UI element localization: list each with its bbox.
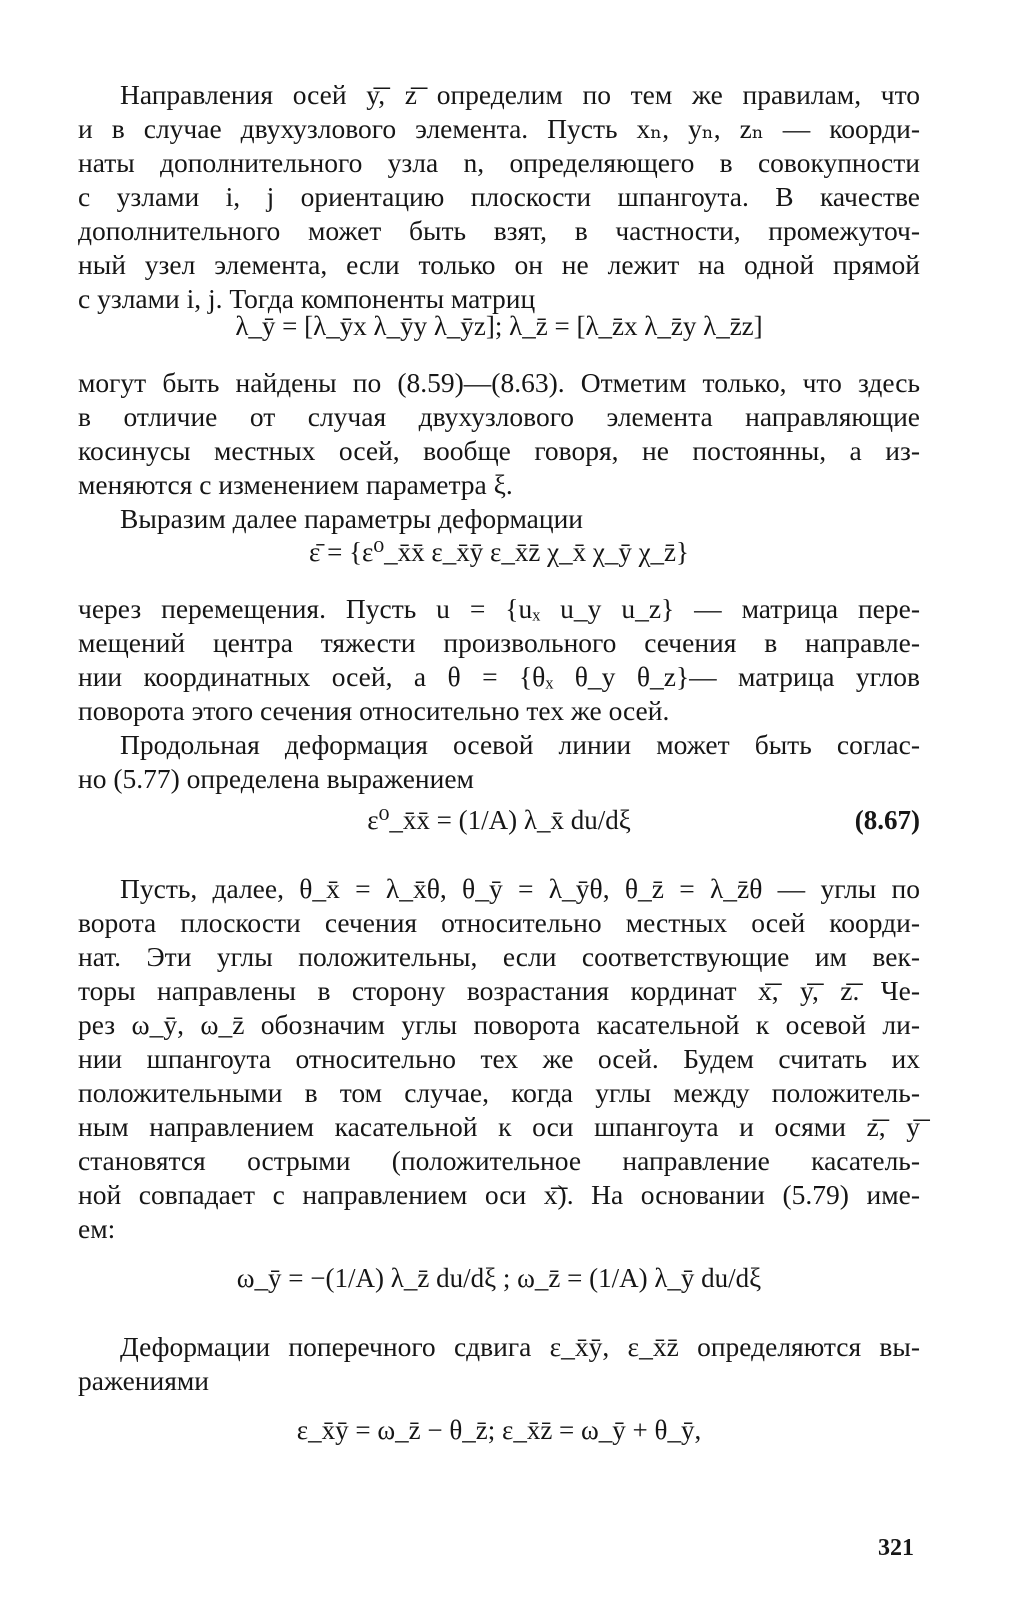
equation-tangent-rotation: ω_ȳ = −(1/A) λ_z̄ du/dξ ; ω_z̄ = (1/A) λ_ȳ du/dξ: [236, 1263, 762, 1293]
text-line: рез ω_ȳ, ω_z̄ обозначим углы поворота касательной к осевой ли-: [78, 1009, 920, 1040]
text-line: и в случае двухузлового элемента. Пусть xₙ, yₙ, zₙ — коорди-: [78, 113, 920, 144]
equation-strain-vector: ε̄ = {ε⁰_x̄x̄ ε_x̄ȳ ε_x̄z̄ χ_x̄ χ_ȳ χ_z̄}: [309, 537, 689, 567]
text-line: косинусы местных осей, вообще говоря, не постоянны, а из-: [78, 435, 920, 466]
text-line: ражениями: [78, 1365, 210, 1396]
page-number: 321: [878, 1535, 914, 1561]
text-line: Направления осей y͞, z͞ определим по тем же правилам, что: [120, 79, 920, 110]
text-line: Выразим далее параметры деформации: [120, 503, 584, 534]
text-line: Деформации поперечного сдвига ε_x̄ȳ, ε_x̄z̄ определяются вы-: [120, 1331, 920, 1362]
text-line: ем:: [78, 1213, 116, 1244]
text-line: торы направлены в сторону возрастания кординат x͞, y͞, z͞. Че-: [78, 975, 920, 1006]
text-line: становятся острыми (положительное направление касатель-: [78, 1145, 920, 1176]
text-line: через перемещения. Пусть u = {uₓ u_y u_z} — матрица пере-: [78, 593, 920, 624]
equation-lambda-matrices: λ_ȳ = [λ_ȳx λ_ȳy λ_ȳz]; λ_z̄ = [λ_z̄x λ_z̄y λ_z̄z]: [235, 311, 763, 341]
equation-shear-strain: ε_x̄ȳ = ω_z̄ − θ_z̄; ε_x̄z̄ = ω_ȳ + θ_ȳ,: [296, 1415, 702, 1445]
equation-longitudinal-strain: ε⁰_x̄x̄ = (1/A) λ_x̄ du/dξ: [367, 805, 631, 835]
text-line: ным направлением касательной к оси шпангоута и осями z͞, y͞: [78, 1111, 920, 1142]
text-line: нии координатных осей, а θ = {θₓ θ_y θ_z}— матрица углов: [78, 661, 920, 692]
text-line: наты дополнительного узла n, определяющего в совокупности: [78, 147, 920, 178]
text-line: ный узел элемента, если только он не лежит на одной прямой: [78, 249, 920, 280]
text-line: ворота плоскости сечения относительно местных осей коорди-: [78, 907, 920, 938]
text-line: в отличие от случая двухузлового элемента направляющие: [78, 401, 920, 432]
text-line: нат. Эти углы положительны, если соответствующие им век-: [78, 941, 920, 972]
text-line: нии шпангоута относительно тех же осей. Будем считать их: [78, 1043, 920, 1074]
text-line: но (5.77) определена выражением: [78, 763, 474, 794]
text-line: меняются с изменением параметра ξ.: [78, 469, 513, 500]
text-line: с узлами i, j ориентацию плоскости шпангоута. В качестве: [78, 181, 920, 212]
text-line: поворота этого сечения относительно тех же осей.: [78, 695, 670, 726]
text-line: могут быть найдены по (8.59)—(8.63). Отметим только, что здесь: [78, 367, 920, 398]
text-line: дополнительного может быть взят, в частности, промежуточ-: [78, 215, 920, 246]
text-line: Продольная деформация осевой линии может быть соглас-: [120, 729, 920, 760]
equation-number: (8.67): [854, 805, 920, 835]
text-line: положительными в том случае, когда углы между положитель-: [78, 1077, 920, 1108]
text-line: мещений центра тяжести произвольного сечения в направле-: [78, 627, 920, 658]
text-line: Пусть, далее, θ_x̄ = λ_x̄θ, θ_ȳ = λ_ȳθ, θ_z̄ = λ_z̄θ — углы по: [120, 873, 920, 904]
text-line: с узлами i, j. Тогда компоненты матриц: [78, 283, 536, 314]
text-line: ной совпадает с направлением оси x͞). На основании (5.79) име-: [78, 1179, 920, 1210]
